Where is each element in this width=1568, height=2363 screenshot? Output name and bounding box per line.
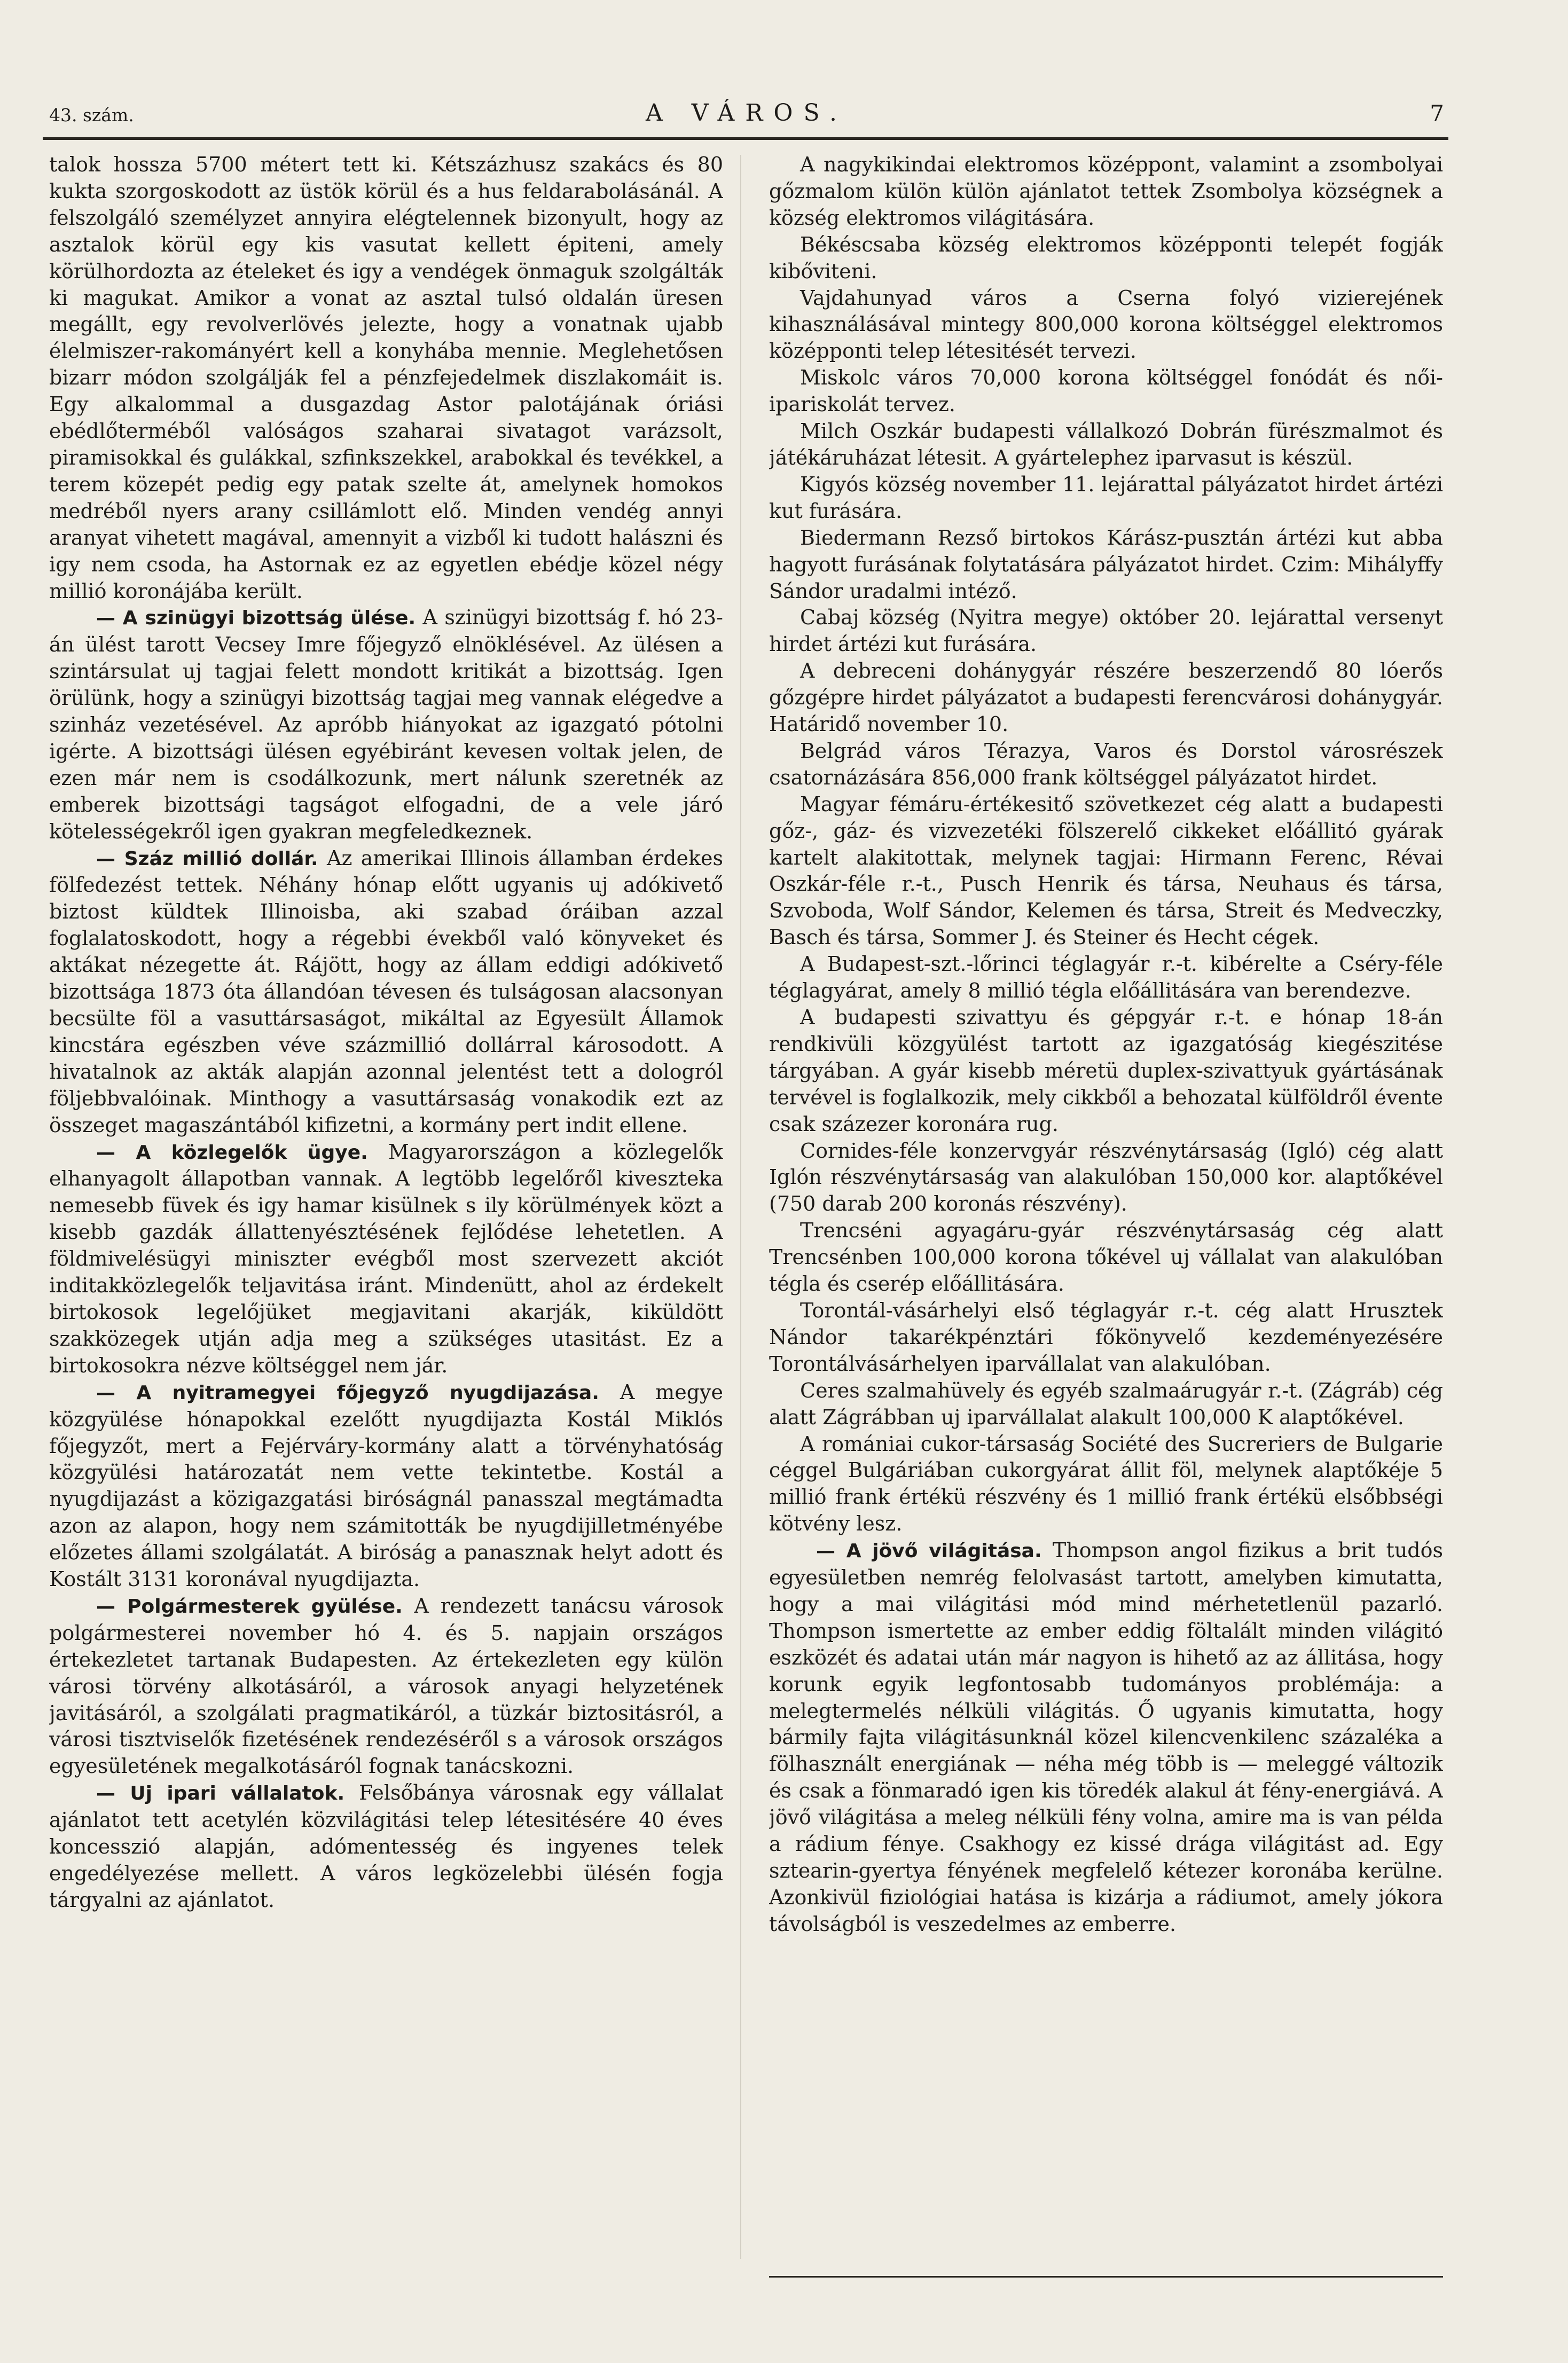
news-item: Békéscsaba község elektromos középponti telepét fogják kibőviteni.: [769, 232, 1443, 283]
article-ipari-vallalatok: [49, 1780, 723, 1914]
news-item: Belgrád város Térazya, Varos és Dorstol városrészek csatornázására 856,000 frank költséggel pályázatot hirdet.: [769, 739, 1443, 789]
news-item: Magyar fémáru-értékesitő szövetkezet cég alatt a budapesti gőz-, gáz- és vizvezetéki fölszerelő cikkeket előállitó gyárak kartelt alakitottak, melynek tagjai: Hirmann Ferenc, Révai Oszkár-féle r.-t., Pusch Henrik és társa, Neuhaus és társa, Szvoboda, Wolf Sándor, Kelemen és társa, Streit és Medveczky, Basch és társa, Sommer J. és Steiner és Hecht cégek.: [769, 792, 1443, 949]
article-headline: — Polgármesterek gyülése.: [96, 1595, 403, 1618]
article-szinugyi: [49, 605, 723, 845]
news-item: Miskolc város 70,000 korona költséggel fonódát és női-ipariskolát tervez.: [769, 366, 1443, 417]
article-body: Magyarországon a közlegelők elhanyagolt állapotban vannak. A legtöbb legelőről kiveszteka nemesebb füvek és igy hamar kisülnek s ily körülmények közt a kisebb gazdák állattenyésztésének fejlődése lehetetlen. A földmivelésügyi miniszter evégből most szervezett akciót inditakközlegelők teljavitása iránt. Mindenütt, ahol az érdekelt birtokosok legelőjüket megjavitani akarják, kiküldött szakközegek utján adja meg a szükséges utasitást. Ez a birtokosokra nézve költséggel nem jár.: [49, 1140, 723, 1377]
article-kozlegelok: [49, 1139, 723, 1379]
left-column: [49, 152, 723, 2266]
article-continuation: talok hossza 5700 métert tett ki. Kétszázhusz szakács és 80 kukta szorgoskodott az üstök körül és a hus feldarabolásánál. A felszolgáló személyzet annyira elégtelennek bizonyult, hogy az asztalok körül egy kis vasutat kellett épiteni, amely körülhordozta az ételeket és igy a vendégek önmaguk szolgálták ki magukat. Amikor a vonat az asztal tulsó oldalán üresen megállt, egy revolverlövés jelezte, hogy a vonatnak ujabb élelmiszer-rakományért kell a konyhába mennie. Meglehetősen bizarr módon szolgálják fel a pénzfejedelmek diszlakomáit is. Egy alkalommal a dusgazdag Astor palotájának óriási ebédlőterméből valóságos szaharai sivatagot varázsolt, piramisokkal és gulákkal, szfinkszekkel, arabokkal és tevékkel, a terem közepét pedig egy patak szelte át, amelynek homokos medréből nyers arany csillámlott elő. Minden vendég annyi aranyat vihetett magával, amennyit a vizből ki tudott halászni és igy nem csoda, ha Astornak ez az egyetlen ebédje közel négy millió koronájába került.: [49, 153, 723, 603]
article-headline: — Uj ipari vállalatok.: [96, 1783, 345, 1805]
header-rule: [43, 137, 1448, 140]
article-headline: — Száz millió dollár.: [96, 847, 318, 870]
article-body: Felsőbánya városnak egy vállalat ajánlatot tett acetylén közvilágitási telep létesitésére 40 éves koncesszió alapján, adómentesség és ingyenes telek engedélyezése mellett. A város legközelebbi ülésén fogja tárgyalni az ajánlatot.: [49, 1781, 723, 1912]
news-item: Cabaj község (Nyitra megye) október 20. lejárattal versenyt hirdet ártézi kut furására.: [769, 606, 1443, 656]
article-body: A rendezett tanácsu városok polgármesterei november hó 4. és 5. napjain országos értekezletet tartanak Budapesten. Az értekezleten egy külön városi törvény alkotásáról, a városok anyagi helyzetének javitásáról, a szolgálati pragmatikáról, a tüzkár biztositásról, a városi tisztviselők fizetésének rendezéséről s a városok országos egyesületének megalkotásáról fognak tanácskozni.: [49, 1593, 723, 1778]
article-headline: — A jövő világitása.: [816, 1540, 1042, 1563]
page-number: 7: [1430, 100, 1444, 127]
news-item: A nagykikindai elektromos középpont, valamint a zsombolyai gőzmalom külön külön ajánlatot tettek Zsombolya községnek a község elektromos világitására.: [769, 153, 1443, 230]
article-szaz-millio: [49, 845, 723, 1139]
news-item: Kigyós község november 11. lejárattal pályázatot hirdet ártézi kut furására.: [769, 472, 1443, 523]
bottom-rule: [769, 2276, 1443, 2278]
article-nyugdijazas: [49, 1379, 723, 1593]
article-headline: — A nyitramegyei főjegyző nyugdijazása.: [96, 1381, 599, 1404]
right-column: [769, 152, 1443, 2266]
news-item: Milch Oszkár budapesti vállalkozó Dobrán fürészmalmot és játékáruházat létesit. A gyártelephez iparvasut is készül.: [769, 419, 1443, 469]
news-item: Trencséni agyagáru-gyár részvénytársaság cég alatt Trencsénben 100,000 korona tőkével uj vállalat van alakulóban tégla és cserép előállitására.: [769, 1219, 1443, 1296]
news-item: Cornides-féle konzervgyár részvénytársaság (Igló) cég alatt Iglón részvénytársaság van alakulóban 150,000 kor. alaptőkével (750 darab 200 koronás részvény).: [769, 1139, 1443, 1216]
article-body: Az amerikai Illinois államban érdekes fölfedezést tettek. Néhány hónap előtt ugyanis uj adókivető biztost küldtek Illinoisba, aki szabad óráiban azzal foglalatoskodott, hogy a régebbi évekből való könyveket és aktákat nézegette át. Rájött, hogy az állam eddigi adókivető bizottsága 1873 óta állandóan tévesen és tulságosan alacsonyan becsülte föl a vasuttársaságot, mikáltal az Egyesült Államok kincstára egészben véve százmillió dollárral károsodott. A hivatalnok az akták alapján azonnal jelentést tett a dologról följebbvalóinak. Minthogy a vasuttársaság vonakodik ezt az összeget magaszántából kifizetni, a kormány pert indit ellene.: [49, 846, 723, 1137]
issue-number: 43. szám.: [49, 105, 134, 125]
news-item: Biedermann Rezső birtokos Kárász-pusztán ártézi kut abba hagyott furásának folytatására pályázatot hirdet. Czim: Mihályffy Sándor uradalmi intéző.: [769, 525, 1443, 603]
news-item: A Budapest-szt.-lőrinci téglagyár r.-t. kibérelte a Cséry-féle téglagyárat, amely 8 millió tégla előállitására van berendezve.: [769, 952, 1443, 1003]
news-item: A debreceni dohánygyár részére beszerzendő 80 lóerős gőzgépre hirdet pályázatot a budapesti ferencvárosi dohánygyár. Határidő november 10.: [769, 659, 1443, 736]
news-item: Vajdahunyad város a Cserna folyó vizierejének kihasználásával mintegy 800,000 korona költséggel elektromos középponti telep létesitését tervezi.: [769, 286, 1443, 363]
news-item: Ceres szalmahüvely és egyéb szalmaárugyár r.-t. (Zágráb) cég alatt Zágrábban uj iparvállalat alakult 100,000 K alaptőkével.: [769, 1378, 1443, 1429]
news-item: Torontál-vásárhelyi első téglagyár r.-t. cég alatt Hrusztek Nándor takarékpénztári főkönyvelő kezdeményezésére Torontálvásárhelyen iparvállalat van alakulóban.: [769, 1298, 1443, 1376]
article-headline: — A szinügyi bizottság ülése.: [96, 607, 416, 630]
running-head: [49, 99, 1444, 134]
article-polgarmesterek: [49, 1593, 723, 1780]
article-jovo-vilagitasa: [769, 1537, 1443, 1938]
article-body: Thompson angol fizikus a brit tudós egyesületben nemrég felolvasást tartott, amelyben kimutatta, hogy a mai világitási mód mind mérhetetlenül pazarló. Thompson ismertette az ember eddig föltalált minden világitó eszközét és adatai után már nagyon is hihető az az állitása, hogy korunk egyik legfontosabb tudományos problémája: a melegtermelés nélküli világitás. Ő ugyanis kimutatta, hogy bármily fajta világitásunknál közel kilencvenkilenc százaléka a fölhasznált energiának — néha még több is — meleggé változik és csak a fönmaradó igen kis töredék alakul át fény-energiává. A jövő világitása a meleg nélküli fény volna, amire ma is van példa a rádium fénye. Csakhogy ez kissé drága világitást ad. Egy sztearin-gyertya fényének megfelelő kétezer koronába kerülne. Azonkivül fiziológiai hatása is kizárja a rádiumot, amely jókora távolságból is veszedelmes az emberre.: [769, 1538, 1443, 1936]
news-item: A budapesti szivattyu és gépgyár r.-t. e hónap 18-án rendkivüli közgyülést tartott az igazgatóság kiegészitése tárgyában. A gyár kisebb méretü duplex-szivattyuk gyártásának tervével is foglalkozik, mely cikkből a behozatal külföldről évente csak százezer koronára rug.: [769, 1006, 1443, 1136]
article-headline: — A közlegelők ügye.: [96, 1141, 368, 1164]
column-divider: [740, 155, 741, 2259]
newspaper-title: A VÁROS.: [645, 99, 848, 127]
news-item: A romániai cukor-társaság Société des Sucreriers de Bulgarie céggel Bulgáriában cukorgyárat állit föl, melynek alaptőkéje 5 millió frank értékü részvény és 1 millió frank értékü elsőbbségi kötvény lesz.: [769, 1432, 1443, 1536]
article-body: A szinügyi bizottság f. hó 23-án ülést tarott Vecsey Imre főjegyző elnöklésével. Az ülésen a szintársulat uj tagjai felett mondott kritikát a bizottság. Igen örülünk, hogy a szinügyi bizottság tagjai meg vannak elégedve a szinház vezetésével. Az apróbb hiányokat az igazgató pótolni igérte. A bizottsági ülésen egyébiránt kevesen voltak jelen, de ezen már nem is csodálkozunk, mert nálunk szeretnék az emberek bizottsági tagságot elfogadni, de a vele járó kötelességekről igen gyakran megfeledkeznek.: [49, 606, 723, 843]
article-body: A megye közgyülése hónapokkal ezelőtt nyugdijazta Kostál Miklós főjegyzőt, mert a Fejérváry-kormány alatt a törvényhatóság közgyülési határozatát nem vette tekintetbe. Kostál a nyugdijazást a közigazgatási biróságnál panasszal megtámadta azon az alapon, hogy nem számitották be nyugdijilletményébe előzetes állami szolgálatát. A biróság a panasznak helyt adott és Kostált 3131 koronával nyugdijazta.: [49, 1380, 723, 1591]
